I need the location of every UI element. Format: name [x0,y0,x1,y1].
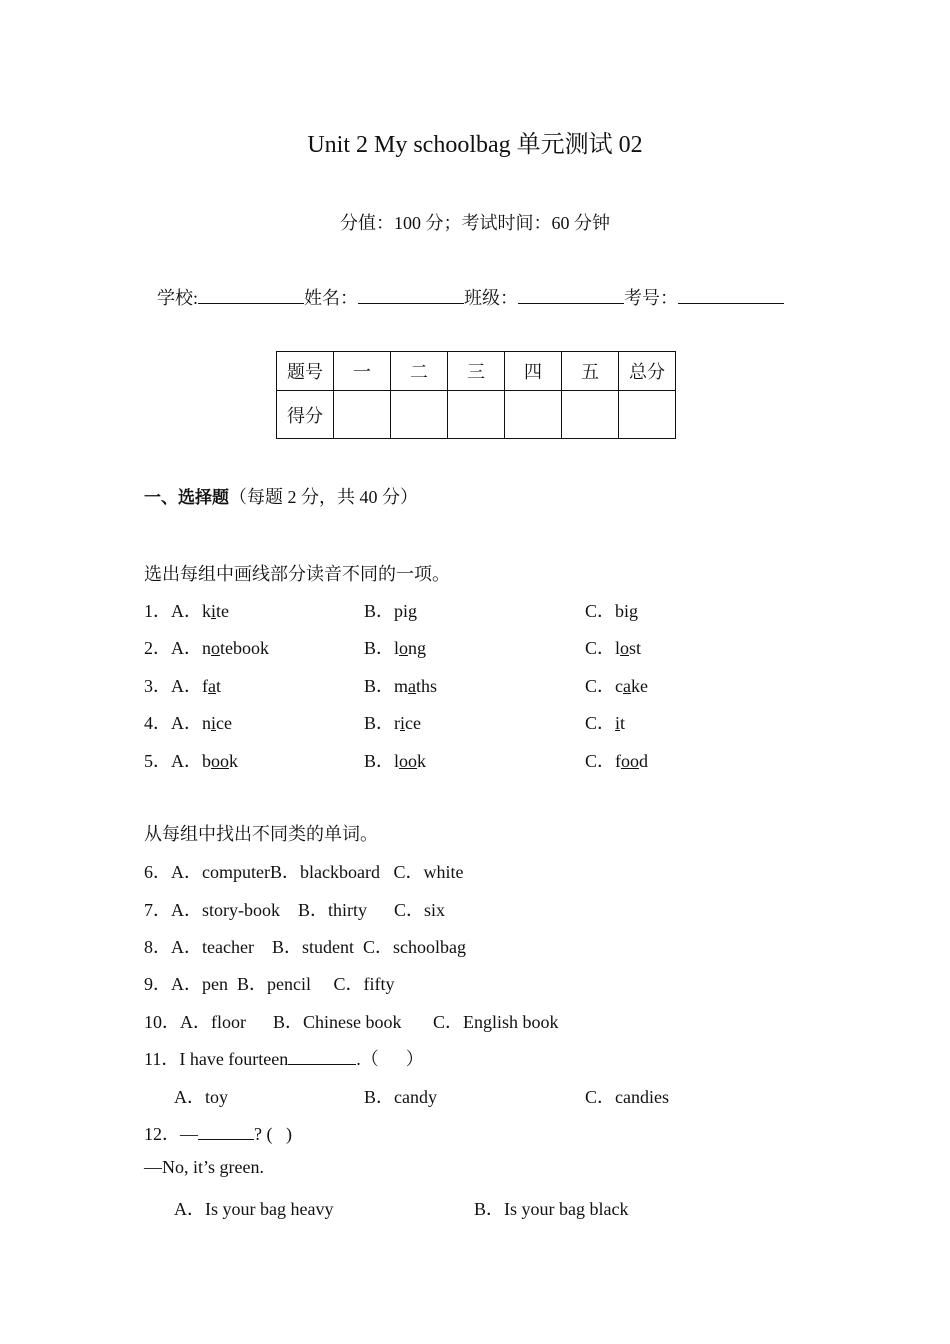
option-c: C．big [585,601,639,621]
score-input-cell[interactable] [334,391,391,439]
class-blank[interactable] [518,287,624,304]
option-b: B．rice [364,713,421,733]
name-blank[interactable] [358,287,464,304]
option-b: B．candy [364,1087,437,1107]
option-c: C．lost [585,638,642,658]
option-b: B．pig [364,601,418,621]
exam-no-label: 考号： [624,288,679,308]
score-input-cell[interactable] [619,391,676,439]
option-b: B．maths [364,676,438,696]
part2-instruction: 从每组中找出不同类的单词。 [144,824,378,844]
option-a: A．Is your bag heavy [174,1199,334,1219]
option-c: C．food [585,751,648,771]
answer-blank[interactable] [288,1048,356,1065]
question-number: 4．A．nice [144,713,232,733]
option-c: C．it [585,713,626,733]
score-table-score-row [277,391,676,439]
dialogue-reply: —No, it’s green. [144,1157,264,1177]
section-note: （每题 2 分，共 40 分） [229,487,418,507]
page-title: Unit 2 My schoolbag 单元测试 02 [307,132,643,158]
option-c: C．candies [585,1087,669,1107]
score-cell: 二 [391,352,448,391]
score-table [276,351,676,439]
question-11: 11．I have fourteen .（ ） [144,1049,424,1069]
answer-blank[interactable] [198,1123,254,1140]
score-cell: 一 [334,352,391,391]
school-label: 学校: [157,288,199,308]
score-table-header-row [277,352,676,391]
question-number: 5．A．book [144,751,238,771]
score-input-cell[interactable] [562,391,619,439]
question-number: 1．A．kite [144,601,230,621]
option-b: B．look [364,751,427,771]
question-number: 2．A．notebook [144,638,269,658]
question-row: 9．A．pen B．pencil C．fifty [144,974,395,994]
score-cell: 三 [448,352,505,391]
question-row: 7．A．story-book B．thirty C．six [144,900,446,920]
score-input-cell[interactable] [391,391,448,439]
score-cell: 题号 [277,352,334,391]
school-blank[interactable] [198,287,304,304]
question-row: 8．A．teacher B．student C．schoolbag [144,937,466,957]
score-cell: 五 [562,352,619,391]
question-row: 10．A．floor B．Chinese book C．English book [144,1012,559,1032]
question-row: 6．A．computerB．blackboard C．white [144,862,464,882]
score-cell: 四 [505,352,562,391]
score-input-cell[interactable] [505,391,562,439]
exam-info: 分值：100 分；考试时间：60 分钟 [340,213,610,233]
section-title: 一、选择题 [144,488,229,508]
name-label: 姓名： [304,288,359,308]
exam-no-blank[interactable] [678,287,784,304]
question-12: 12．— ? ( ) [144,1124,292,1144]
section-heading [144,483,418,509]
option-c: C．cake [585,676,648,696]
part1-instruction: 选出每组中画线部分读音不同的一项。 [144,564,450,584]
score-cell: 得分 [277,391,334,439]
option-a: A．toy [174,1087,228,1107]
score-input-cell[interactable] [448,391,505,439]
class-label: 班级： [464,288,519,308]
student-info-line [157,284,784,310]
option-b: B．Is your bag black [474,1199,629,1219]
question-number: 3．A．fat [144,676,222,696]
score-cell: 总分 [619,352,676,391]
option-b: B．long [364,638,427,658]
